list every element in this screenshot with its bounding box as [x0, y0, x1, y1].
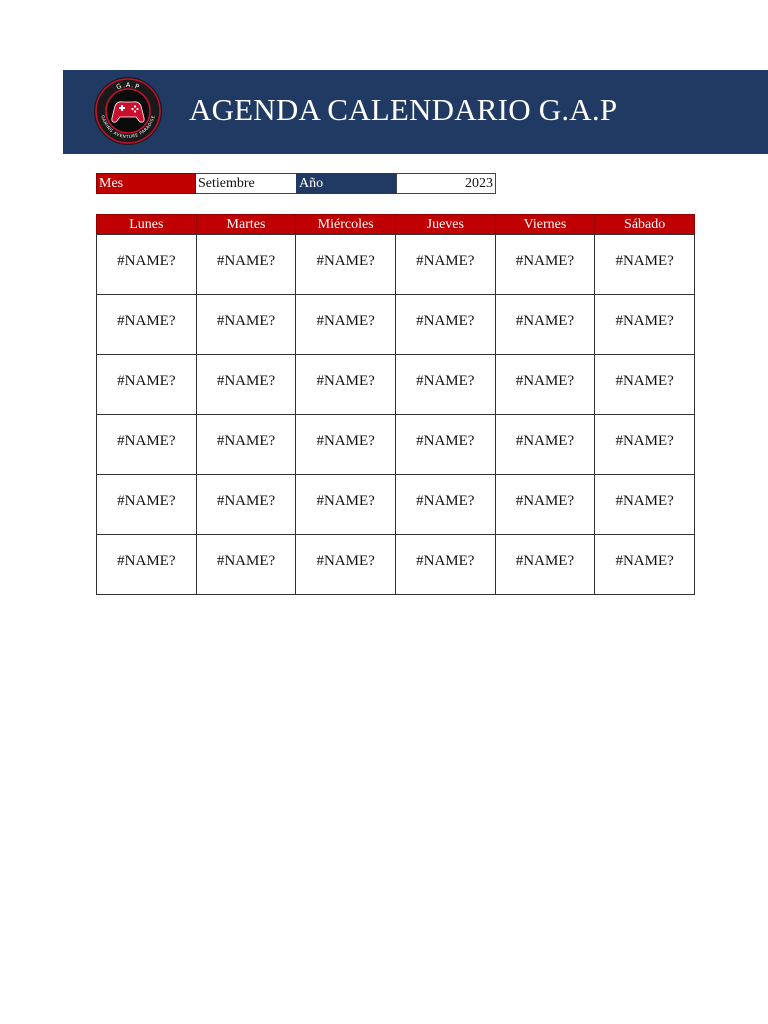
- calendar-week-row: [97, 295, 695, 355]
- day-cell-value: #NAME?: [316, 553, 375, 569]
- calendar-day-cell[interactable]: [595, 415, 695, 475]
- calendar-day-cell[interactable]: [595, 295, 695, 355]
- day-cell-value: #NAME?: [316, 253, 375, 269]
- weekday-header-row: [97, 215, 695, 235]
- day-cell-value: #NAME?: [416, 553, 475, 569]
- day-cell-value: #NAME?: [615, 553, 674, 569]
- calendar-day-cell[interactable]: [97, 235, 197, 295]
- calendar-day-cell[interactable]: [296, 355, 396, 415]
- weekday-header-monday: Lunes: [97, 215, 197, 235]
- calendar-day-cell[interactable]: [97, 355, 197, 415]
- day-cell-value: #NAME?: [515, 433, 575, 449]
- weekday-header-thursday: Jueves: [395, 215, 495, 235]
- calendar-day-cell[interactable]: [196, 295, 296, 355]
- calendar-day-cell[interactable]: [296, 535, 396, 595]
- calendar-day-cell[interactable]: [196, 235, 296, 295]
- day-cell-value: #NAME?: [416, 493, 475, 509]
- calendar-day-cell[interactable]: [196, 355, 296, 415]
- calendar-day-cell[interactable]: [296, 475, 396, 535]
- header-banner: [63, 70, 768, 154]
- calendar-week-row: [97, 475, 695, 535]
- year-value-cell[interactable]: 2023: [396, 173, 496, 194]
- day-cell-value: #NAME?: [515, 253, 575, 269]
- calendar-day-cell[interactable]: [97, 535, 197, 595]
- page-title: AGENDA CALENDARIO G.A.P: [189, 92, 618, 127]
- weekday-header-friday: Viernes: [495, 215, 595, 235]
- day-cell-value: #NAME?: [615, 493, 674, 509]
- day-cell-value: #NAME?: [216, 253, 276, 269]
- weekday-header-wednesday: Miércoles: [296, 215, 396, 235]
- calendar-day-cell[interactable]: [395, 295, 495, 355]
- calendar-day-cell[interactable]: [495, 235, 595, 295]
- day-cell-value: #NAME?: [216, 313, 276, 329]
- day-cell-value: #NAME?: [216, 553, 276, 569]
- calendar-day-cell[interactable]: [495, 475, 595, 535]
- weekday-header-tuesday: Martes: [196, 215, 296, 235]
- calendar-day-cell[interactable]: [196, 535, 296, 595]
- calendar-day-cell[interactable]: [395, 535, 495, 595]
- month-value-cell[interactable]: Setiembre: [196, 173, 296, 194]
- calendar-day-cell[interactable]: [97, 415, 197, 475]
- day-cell-value: #NAME?: [416, 253, 475, 269]
- calendar-week-row: [97, 235, 695, 295]
- calendar-grid: [96, 214, 695, 595]
- calendar-day-cell[interactable]: [296, 295, 396, 355]
- calendar-day-cell[interactable]: [595, 235, 695, 295]
- day-cell-value: #NAME?: [117, 493, 176, 509]
- calendar-day-cell[interactable]: [595, 355, 695, 415]
- calendar-day-cell[interactable]: [495, 415, 595, 475]
- day-cell-value: #NAME?: [416, 313, 475, 329]
- day-cell-value: #NAME?: [117, 433, 176, 449]
- day-cell-value: #NAME?: [316, 373, 375, 389]
- calendar-day-cell[interactable]: [495, 295, 595, 355]
- day-cell-value: #NAME?: [615, 253, 674, 269]
- weekday-header-saturday: Sábado: [595, 215, 695, 235]
- calendar-day-cell[interactable]: [196, 475, 296, 535]
- calendar-day-cell[interactable]: [296, 415, 396, 475]
- day-cell-value: #NAME?: [515, 373, 575, 389]
- day-cell-value: #NAME?: [216, 373, 276, 389]
- month-label: Mes: [96, 173, 196, 194]
- day-cell-value: #NAME?: [216, 433, 276, 449]
- day-cell-value: #NAME?: [416, 373, 475, 389]
- calendar-day-cell[interactable]: [495, 535, 595, 595]
- logo-graphic: [93, 76, 163, 146]
- day-cell-value: #NAME?: [515, 553, 575, 569]
- calendar-day-cell[interactable]: [395, 475, 495, 535]
- day-cell-value: #NAME?: [316, 313, 375, 329]
- day-cell-value: #NAME?: [615, 373, 674, 389]
- calendar-week-row: [97, 535, 695, 595]
- day-cell-value: #NAME?: [316, 493, 375, 509]
- gamepad-logo-icon: [93, 76, 163, 146]
- day-cell-value: #NAME?: [515, 493, 575, 509]
- calendar-day-cell[interactable]: [296, 235, 396, 295]
- calendar-day-cell[interactable]: [97, 475, 197, 535]
- day-cell-value: #NAME?: [117, 253, 176, 269]
- day-cell-value: #NAME?: [615, 313, 674, 329]
- day-cell-value: #NAME?: [117, 313, 176, 329]
- day-cell-value: #NAME?: [216, 493, 276, 509]
- calendar-day-cell[interactable]: [196, 415, 296, 475]
- year-label: Año: [296, 173, 396, 194]
- month-year-row: [96, 173, 496, 194]
- logo-top-text: G.A.P: [115, 80, 142, 92]
- day-cell-value: #NAME?: [416, 433, 475, 449]
- calendar-day-cell[interactable]: [395, 415, 495, 475]
- day-cell-value: #NAME?: [117, 553, 176, 569]
- calendar-day-cell[interactable]: [595, 535, 695, 595]
- calendar-day-cell[interactable]: [495, 355, 595, 415]
- day-cell-value: #NAME?: [615, 433, 674, 449]
- calendar-day-cell[interactable]: [595, 475, 695, 535]
- calendar-day-cell[interactable]: [395, 355, 495, 415]
- day-cell-value: #NAME?: [515, 313, 575, 329]
- logo-ring-text: GAMING AVENTURE PARADISE: [100, 114, 156, 140]
- calendar-week-row: [97, 415, 695, 475]
- calendar-week-row: [97, 355, 695, 415]
- day-cell-value: #NAME?: [316, 433, 375, 449]
- calendar-day-cell[interactable]: [97, 295, 197, 355]
- day-cell-value: #NAME?: [117, 373, 176, 389]
- calendar-day-cell[interactable]: [395, 235, 495, 295]
